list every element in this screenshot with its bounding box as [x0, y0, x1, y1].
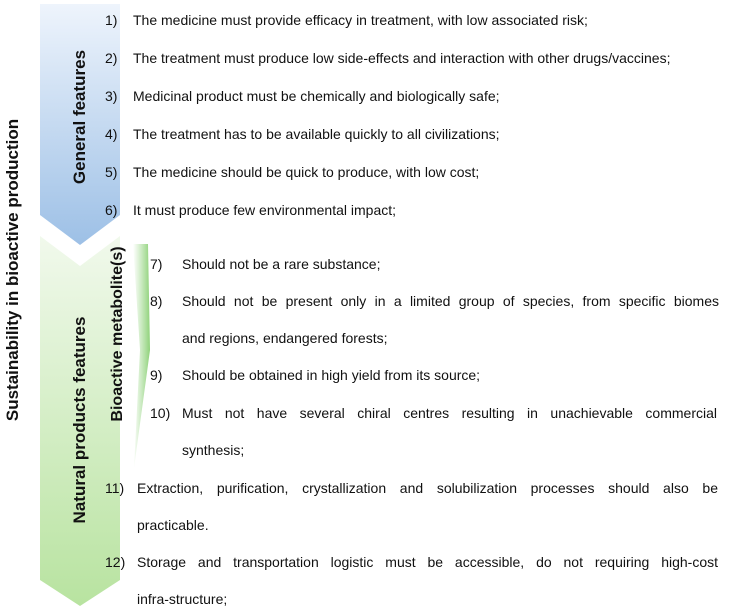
- item-text: The treatment has to be available quickly to all civilizations;: [133, 126, 500, 142]
- item-text: It must produce few environmental impact;: [133, 202, 397, 218]
- list-item-10: [150, 404, 720, 460]
- item-number: 2): [105, 50, 118, 66]
- bioactive-metabolite-label: Bioactive metabolite(s): [109, 246, 126, 422]
- natural-products-features-label: Natural products features: [70, 316, 89, 524]
- item-number: 5): [105, 164, 118, 180]
- list-item-11: [105, 479, 725, 535]
- general-features-label: General features: [70, 49, 89, 185]
- item-text-line-1: Must not have several chiral centres resulting in unachievable commercial: [182, 405, 717, 421]
- item-number: 11): [105, 480, 125, 496]
- item-number: 12): [105, 554, 126, 570]
- item-text: The treatment must produce low side-effects and interaction with other drugs/vaccines;: [133, 50, 671, 66]
- item-number: 1): [105, 12, 118, 28]
- item-number: 9): [150, 367, 163, 383]
- item-text: Should not be a rare substance;: [182, 256, 381, 272]
- item-text-line-2: infra-structure;: [137, 591, 228, 607]
- item-number: 7): [150, 256, 163, 272]
- item-text: Should be obtained in high yield from its source;: [182, 367, 481, 383]
- item-number: 8): [150, 293, 163, 309]
- item-text-line-1: Should not be present only in a limited group of species, from specific biomes: [182, 293, 719, 309]
- item-number: 6): [105, 202, 118, 218]
- item-text-line-2: practicable.: [137, 517, 209, 533]
- item-text-line-2: synthesis;: [182, 442, 245, 458]
- item-text-line-1: Extraction, purification, crystallization and solubilization processes should also be: [137, 480, 718, 496]
- list-item-8: [150, 292, 720, 348]
- item-text: The medicine should be quick to produce, with low cost;: [133, 164, 480, 180]
- item-number: 10): [150, 405, 171, 421]
- item-text-line-1: Storage and transportation logistic must be accessible, do not requiring high-cost: [137, 554, 718, 570]
- list-item-12: [105, 553, 725, 609]
- item-text: Medicinal product must be chemically and biologically safe;: [133, 88, 500, 104]
- item-text-line-2: and regions, endangered forests;: [182, 330, 388, 346]
- main-title: Sustainability in bioactive production: [3, 118, 22, 422]
- item-number: 4): [105, 126, 118, 142]
- item-number: 3): [105, 88, 118, 104]
- bioactive-metabolite-chevron: [133, 244, 150, 468]
- item-text: The medicine must provide efficacy in treatment, with low associated risk;: [133, 12, 588, 28]
